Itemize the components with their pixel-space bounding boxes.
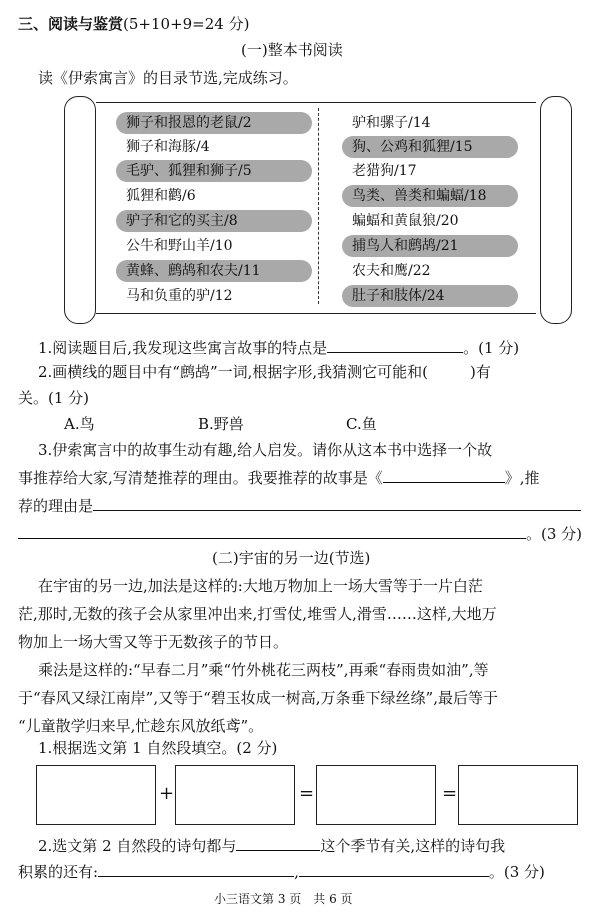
toc-right-5: 蝙蝠和黄鼠狼/20: [352, 213, 459, 229]
toc-left-3: 毛驴、狐狸和狮子/5: [116, 160, 312, 182]
toc-left-1: 狮子和报恩的老鼠/2: [116, 112, 312, 134]
p1-q3-line2-tail: 》,推: [504, 469, 540, 487]
section-score: (5+10+9=24 分): [123, 15, 250, 33]
p2-q2-season-blank[interactable]: [236, 834, 320, 851]
scroll-roll-left: [64, 96, 96, 324]
p1-q3-reason-blank-2[interactable]: [18, 522, 526, 539]
p2-q2-poem-blank-2[interactable]: [299, 860, 489, 877]
toc-divider: [318, 108, 319, 304]
page-footer: 小三语文第 3 页 共 6 页: [214, 892, 353, 906]
p1-q3-story-blank[interactable]: [383, 466, 505, 483]
toc-right-2: 狗、公鸡和狐狸/15: [342, 136, 518, 158]
part1-intro: 读《伊索寓言》的目录节选,完成练习。: [38, 69, 298, 87]
p2-q2-text-c: 积累的还有:: [18, 863, 99, 881]
p1-q3-line3: [18, 494, 581, 516]
p1-q1-end: 。: [463, 339, 479, 357]
p2-q1-box-2[interactable]: [175, 765, 295, 825]
p2-q2-end: 。: [488, 863, 504, 881]
p2-q2-comma: ,: [294, 863, 299, 881]
p1-q3-line2-text: 事推荐给大家,写清楚推荐的理由。我要推荐的故事是《: [18, 469, 383, 487]
toc-right-8: 肚子和肢体/24: [342, 285, 518, 307]
toc-right-3: 老猎狗/17: [352, 163, 417, 179]
p2-q1-box-3[interactable]: [316, 765, 436, 825]
p2-q2-line2: [18, 860, 545, 882]
p2-q1-box-4[interactable]: [458, 765, 578, 825]
p2-q2-poem-blank-1[interactable]: [98, 860, 294, 877]
equals-sign-1: =: [299, 783, 315, 804]
equals-sign-2: =: [442, 783, 458, 804]
p2-para2-line2: 于“春风又绿江南岸”,又等于“碧玉妆成一树高,万条垂下绿丝绦”,最后等于: [18, 689, 498, 707]
toc-right-7: 农夫和鹰/22: [352, 263, 431, 279]
p1-q2-option-c[interactable]: C.鱼: [346, 415, 377, 433]
p1-question-1: [38, 336, 519, 358]
p2-para1-line1: 在宇宙的另一边,加法是这样的:大地万物加上一场大雪等于一片白茫: [38, 577, 483, 595]
scroll-roll-right: [540, 96, 572, 324]
section-title: 三、阅读与鉴赏: [18, 15, 124, 33]
toc-left-8: 马和负重的驴/12: [126, 288, 233, 304]
p2-question-1: 1.根据选文第 1 自然段填空。(2 分): [38, 739, 278, 757]
p2-question-2: [38, 834, 505, 856]
p2-q2-text-tail: 这个季节有关,这样的诗句我: [320, 837, 506, 855]
p2-para2-line1: 乘法是这样的:“早春二月”乘“竹外桃花三两枝”,再乘“春雨贵如油”,等: [38, 661, 489, 679]
p2-q2-score: (3 分): [503, 863, 545, 881]
p2-para1-line2: 茫,那时,无数的孩子会从家里冲出来,打雪仗,堆雪人,滑雪……这样,大地万: [18, 605, 497, 623]
p1-q2-text-c: 关。: [18, 389, 49, 407]
p1-q1-text: 1.阅读题目后,我发现这些寓言故事的特点是: [38, 339, 328, 357]
toc-left-6: 公牛和野山羊/10: [126, 238, 233, 254]
toc-right-1: 驴和骡子/14: [352, 115, 431, 131]
p1-question-2: [38, 362, 491, 382]
p1-q3-line4: [18, 522, 582, 544]
p1-q1-answer-blank[interactable]: [327, 336, 463, 353]
toc-left-4: 狐狸和鹳/6: [126, 188, 196, 204]
toc-right-6: 捕鸟人和鹧鸪/21: [342, 235, 518, 257]
p1-q2-text-tail: )有: [470, 363, 491, 381]
part1-title: (一)整本书阅读: [241, 41, 343, 59]
toc-left-5: 驴子和它的买主/8: [116, 210, 312, 232]
p1-q3-reason-label: 荐的理由是: [18, 497, 94, 515]
p1-q2-option-b[interactable]: B.野兽: [198, 415, 244, 433]
toc-right-4: 鸟类、兽类和蝙蝠/18: [342, 185, 518, 207]
p2-q1-box-1[interactable]: [36, 765, 156, 825]
p2-para2-line3: “儿童散学归来早,忙趁东风放纸鸢”。: [18, 717, 264, 735]
p1-q2-text: 2.画横线的题目中有“鹧鸪”一词,根据字形,我猜测它可能和(: [38, 363, 429, 381]
p1-q3-line1: 3.伊索寓言中的故事生动有趣,给人启发。请你从这本书中选择一个故: [38, 441, 493, 459]
plus-sign: +: [159, 783, 175, 804]
p2-para1-line3: 物加上一场大雪又等于无数孩子的节日。: [18, 633, 289, 651]
p1-q2-line2: [18, 388, 89, 408]
p1-q3-score: (3 分): [541, 525, 583, 543]
toc-left-2: 狮子和海豚/4: [126, 139, 210, 155]
p1-q2-score: (1 分): [48, 389, 90, 407]
toc-left-7: 黄蜂、鹧鸪和农夫/11: [116, 260, 312, 282]
p2-q2-text: 2.选文第 2 自然段的诗句都与: [38, 837, 237, 855]
p1-q1-score: (1 分): [478, 339, 520, 357]
p1-q2-option-a[interactable]: A.鸟: [64, 415, 95, 433]
p1-q3-end: 。: [526, 525, 542, 543]
part2-title: (二)宇宙的另一边(节选): [212, 549, 371, 567]
p1-q3-reason-blank-1[interactable]: [93, 494, 581, 511]
p1-q3-line2: [18, 466, 540, 488]
